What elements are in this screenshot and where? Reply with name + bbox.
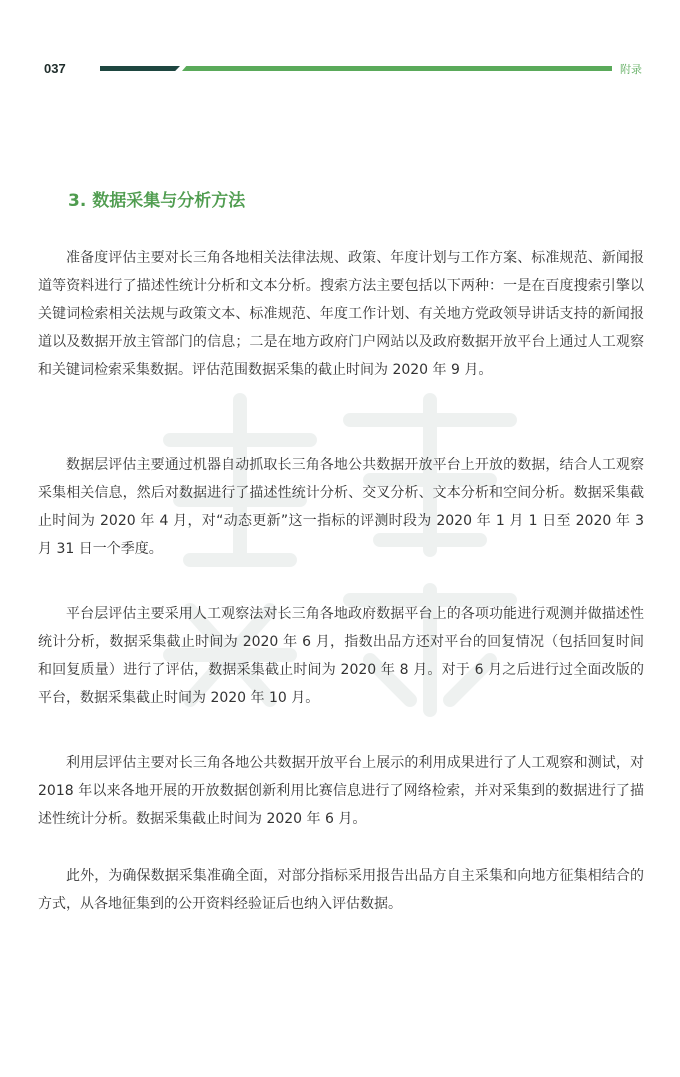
page-number: 037 xyxy=(44,61,66,76)
paragraph-platform-layer: 平台层评估主要采用人工观察法对长三角各地政府数据平台上的各项功能进行观测并做描述性统计分析，数据采集截止时间为 2020 年 6 月，指数出品方还对平台的回复情况（包括回复时间和回复质量）进行了评估，数据采集截止时间为 2020 年 8 月。对于 6 月之后进行过全面改版的平台，数据采集截止时间为 2020 年 10 月。 xyxy=(38,606,644,706)
header-bar-green xyxy=(182,66,612,71)
paragraph-usage-layer: 利用层评估主要对长三角各地公共数据开放平台上展示的利用成果进行了人工观察和测试，对 2018 年以来各地开展的开放数据创新利用比赛信息进行了网络检索，并对采集到的数据进行了描述性统计分析。数据采集截止时间为 2020 年 6 月。 xyxy=(38,755,644,827)
header-bar-dark xyxy=(100,66,180,71)
section-title: 3. 数据采集与分析方法 xyxy=(68,191,246,211)
paragraph-supplement: 此外，为确保数据采集准确全面，对部分指标采用报告出品方自主采集和向地方征集相结合的方式，从各地征集到的公开资料经验证后也纳入评估数据。 xyxy=(38,868,644,912)
paragraph-data-layer: 数据层评估主要通过机器自动抓取长三角各地公共数据开放平台上开放的数据，结合人工观察采集相关信息，然后对数据进行了描述性统计分析、交叉分析、文本分析和空间分析。数据采集截止时间为 2020 年 4 月，对“动态更新”这一指标的评测时段为 2020 年 1 月 1 日至 2020 年 3 月 31 日一个季度。 xyxy=(38,457,644,557)
section-label: 附录 xyxy=(620,63,642,76)
paragraph-readiness: 准备度评估主要对长三角各地相关法律法规、政策、年度计划与工作方案、标准规范、新闻报道等资料进行了描述性统计分析和文本分析。搜索方法主要包括以下两种：一是在百度搜索引擎以关键词检索相关法规与政策文本、标准规范、年度工作计划、有关地方党政领导讲话支持的新闻报道以及数据开放主管部门的信息；二是在地方政府门户网站以及政府数据开放平台上通过人工观察和关键词检索采集数据。评估范围数据采集的截止时间为 2020 年 9 月。 xyxy=(38,250,644,378)
